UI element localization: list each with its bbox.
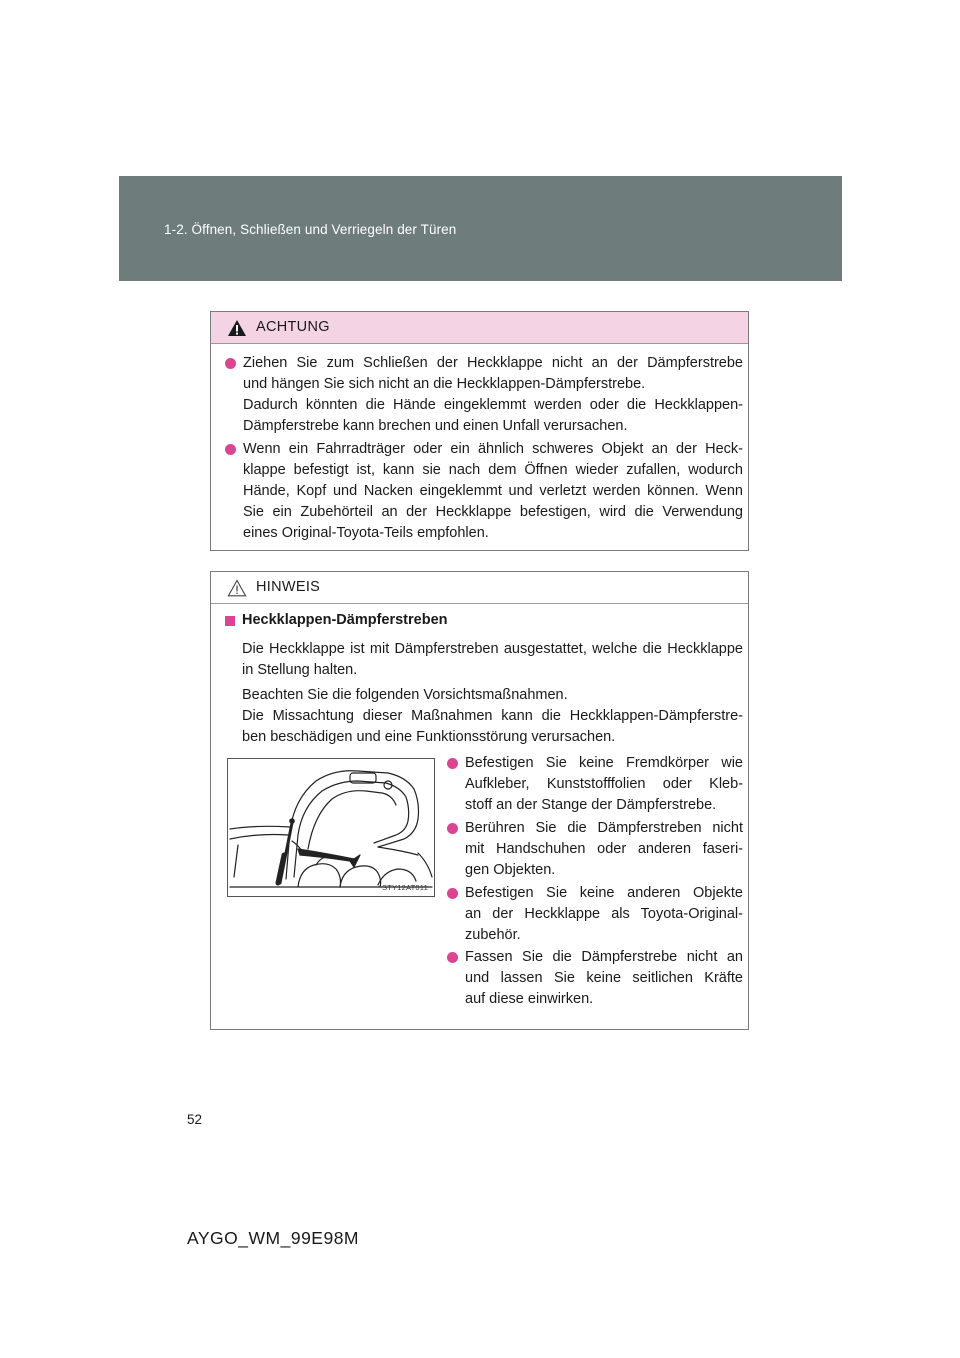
bullet-dot-icon [447,952,458,963]
text-line: Aufkleber, Kunststofffolien oder Kleb- [465,776,743,792]
notice-bullet [447,753,743,816]
warning-bullet [225,353,743,437]
text-line: an der Heckklappe als Toyota-Original- [465,906,743,922]
text-line: Die Missachtung dieser Maßnahmen kann die Heckklappen-Dämpferstre- [242,708,743,724]
text-line: gen Objekten. [465,862,556,878]
bullet-dot-icon [225,358,236,369]
warning-title: ACHTUNG [256,319,330,335]
document-id: AYGO_WM_99E98M [187,1228,360,1248]
warning-box [210,311,749,551]
text-line: auf diese einwirken. [465,991,594,1007]
square-bullet-icon [225,616,235,626]
notice-subheading: Heckklappen-Dämpferstreben [242,612,448,628]
text-line: zubehör. [465,927,521,943]
illustration-code: STY12AT011 [382,883,428,892]
notice-paragraph [242,685,743,748]
tailgate-strut-drawing [228,759,434,896]
text-line: Die Heckklappe ist mit Dämpferstreben ausgestattet, welche die Heckklappe [242,641,743,657]
bullet-dot-icon [447,758,458,769]
text-line: ben beschädigen und eine Funktionsstörung verursachen. [242,729,616,745]
notice-triangle-icon [227,579,247,597]
text-line: Dadurch könnten die Hände eingeklemmt werden oder die Heckklappen- [243,397,743,413]
warning-triangle-icon [227,319,247,337]
text-line: Berühren Sie die Dämpferstreben nicht [465,820,743,836]
section-title: 1-2. Öffnen, Schließen und Verriegeln der Türen [164,222,457,237]
text-line: Dämpferstrebe kann brechen und einen Unfall verursachen. [243,418,628,434]
text-line: Befestigen Sie keine Fremdkörper wie [465,755,743,771]
bullet-dot-icon [225,444,236,455]
text-line: Befestigen Sie keine anderen Objekte [465,885,743,901]
warning-box-header [211,312,748,344]
text-line: mit Handschuhen oder anderen faseri- [465,841,743,857]
text-line: Wenn ein Fahrradträger oder ein ähnlich schweres Objekt an der Heck- [243,441,743,457]
page-number: 52 [187,1112,203,1127]
bullet-dot-icon [447,888,458,899]
notice-bullet [447,947,743,1010]
text-line: eines Original-Toyota-Teils empfohlen. [243,525,489,541]
notice-title: HINWEIS [256,579,321,595]
text-line: und lassen Sie keine seitlichen Kräfte [465,970,743,986]
notice-bullet [447,883,743,946]
text-line: Hände, Kopf und Nacken eingeklemmt und verletzt werden können. Wenn [243,483,743,499]
notice-bullet [447,818,743,881]
text-line: stoff an der Stange der Dämpferstrebe. [465,797,717,813]
chapter-header-band [119,176,842,281]
notice-box [210,571,749,1030]
notice-box-header [211,572,748,604]
text-line: und hängen Sie sich nicht an die Heckklappen-Dämpferstrebe. [243,376,646,392]
warning-bullet [225,439,743,544]
bullet-dot-icon [447,823,458,834]
notice-paragraph [242,639,743,681]
text-line: in Stellung halten. [242,662,358,678]
text-line: Sie ein Zubehörteil an der Heckklappe befestigen, wird die Verwendung [243,504,743,520]
tailgate-strut-illustration [227,758,435,897]
text-line: klappe befestigt ist, kann sie nach dem Öffnen wieder zufallen, wodurch [243,462,743,478]
text-line: Beachten Sie die folgenden Vorsichtsmaßnahmen. [242,687,568,703]
text-line: Ziehen Sie zum Schließen der Heckklappe nicht an der Dämpferstrebe [243,355,743,371]
text-line: Fassen Sie die Dämpferstrebe nicht an [465,949,743,965]
